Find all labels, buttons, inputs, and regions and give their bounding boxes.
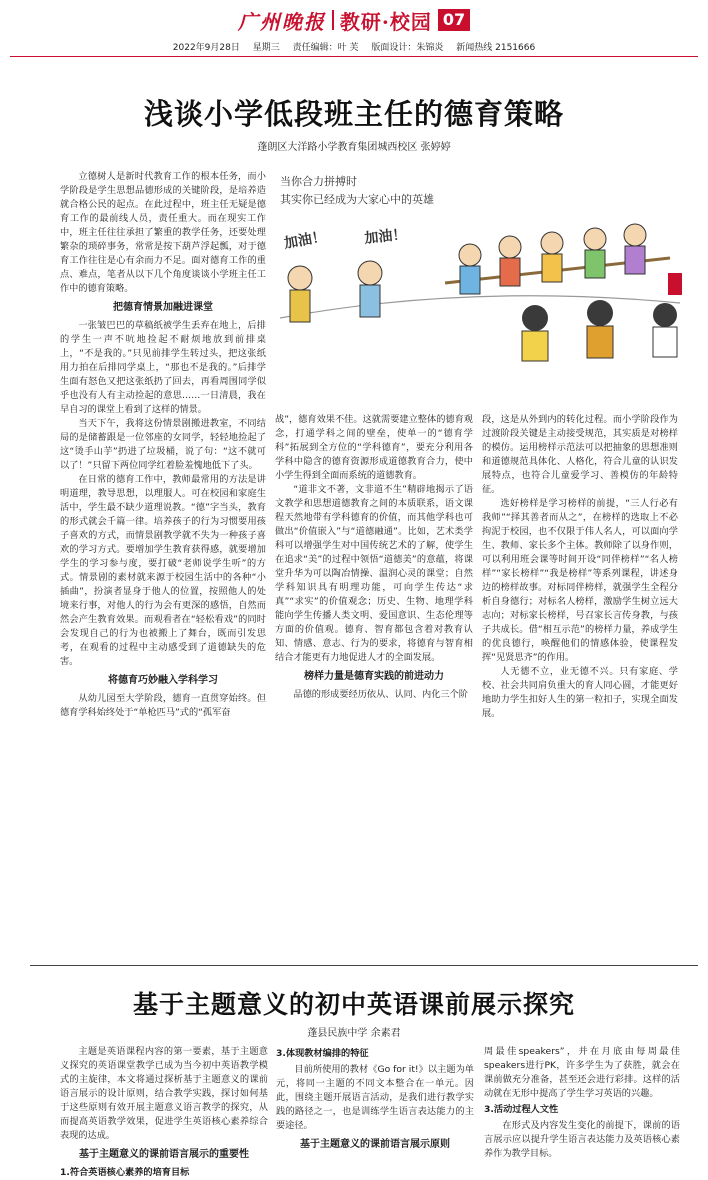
- issue-date: 2022年9月28日: [172, 43, 240, 53]
- body-paragraph: 主题是英语课程内容的第一要素，基于主题意义探究的英语课堂教学已成为当今初中英语教学模式的主旋律，本文将通过探析基于主题意义的课前语言展示的设计原则，结合教学实践，探讨如何基于这些原则有效开展主题意义语言教学的探究，从而提高英语教学效果，促进学生英语核心素养综合表现的达成。: [60, 1046, 268, 1141]
- tug-of-war-illustration: [270, 163, 690, 368]
- cheer-text-1: 加油！: [282, 228, 328, 252]
- subsection-heading: 1.符合英语核心素养的培育目标: [60, 1167, 190, 1178]
- article1-column-3: [482, 413, 678, 958]
- section-heading: 基于主题意义的课前语言展示的重要性: [79, 1149, 249, 1160]
- cheer-text-2: 加油！: [363, 226, 408, 247]
- body-paragraph: 品德的形成要经历依从、认同、内化三个阶: [293, 689, 468, 700]
- ground-line: [280, 296, 680, 318]
- responsible-editor: 责任编辑：叶 芙: [292, 43, 359, 53]
- cheering-kids-left: [288, 261, 382, 322]
- article2-column-3: [484, 1045, 680, 1160]
- artist-seal: [668, 273, 682, 295]
- article1-byline: 蓬朗区大洋路小学教育集团城西校区 张婷婷: [257, 142, 451, 153]
- article2-title: 基于主题意义的初中英语课前展示探究: [132, 990, 575, 1019]
- masthead-title-row: [0, 6, 708, 34]
- body-paragraph: 在形式及内容发生变化的前提下，课前的语言展示应以提升学生语言表达能力及英语核心素养作为教学目标。: [484, 1120, 680, 1159]
- article-divider: [30, 965, 698, 966]
- section-heading: 将德育巧妙融入学科学习: [108, 675, 218, 686]
- paper-name: 广州晚报: [237, 9, 326, 34]
- article1-column-2: [275, 413, 473, 958]
- body-paragraph: 当天下午，我将这份情景剧搬进教室，不同结局的是储蓄跟是一位邻座的女同学，轻轻地捡起了这“烫手山芋”扔进了垃圾桶，说了句：“这不就可以了！”只留下两位同学红着脸羞愧地低下了头。: [60, 418, 266, 471]
- masthead-rule: [10, 56, 698, 57]
- masthead: [0, 0, 708, 70]
- pulling-team: [459, 224, 646, 294]
- masthead-separator: [332, 10, 334, 30]
- section-name: 教研·校园: [339, 9, 432, 34]
- body-paragraph: 目前所使用的教材《Go for it!》以主题为单元，将同一主题的不同文本整合在一单元。因此，围绕主题开展语言活动，是我们进行教学实践的路径之一，也是训练学生语言表达能力的主要途径。: [276, 1064, 474, 1131]
- page-number-badge: 07: [438, 9, 470, 31]
- section-heading: 把德育情景加融进课堂: [113, 302, 213, 313]
- subsection-heading: 3.活动过程人文性: [484, 1104, 559, 1115]
- speech-line-2: 其实你已经成为大家心中的英雄: [280, 193, 434, 206]
- body-paragraph: 战”，德育效果不佳。这就需要建立整体的德育观念，打通学科之间的壁垒，使单一的“德育学科”拓展到全方位的“学科德育”，要充分利用各学科中隐含的德育资源形成道德教育合力，使中小学生得到全面而系统的道德教育。: [275, 414, 473, 481]
- body-paragraph: 立德树人是新时代教育工作的根本任务，而小学阶段是学生思想品德形成的关键阶段，是培养造就合格公民的起点。在此过程中，班主任无疑是德育工作的最前线人员，责任重大。而在现实工作中，班主任往往承担了繁重的教学任务，还要处理繁杂的琐碎事务，常常是按下葫芦浮起瓢，对于德育工作往往是心有余而力不足。面对德育工作的重点、难点，笔者从以下几个角度谈谈小学班主任工作中的德育策略。: [60, 171, 266, 294]
- body-paragraph: 人无德不立，业无德不兴。只有家庭、学校、社会共同肩负重大的育人同心圆，才能更好地助力学生扣好人生的第一粒扣子，实现全面发展。: [482, 666, 678, 719]
- body-paragraph: 从幼儿园至大学阶段，德育一直贯穿始终。但德育学科始终处于“单枪匹马”式的“孤军奋: [60, 693, 266, 718]
- news-hotline: 新闻热线 2151666: [456, 43, 536, 53]
- article2-column-1: [60, 1045, 268, 1178]
- article2-byline: 蓬县民族中学 余素君: [307, 1028, 401, 1039]
- body-paragraph: 在日常的德育工作中，教师最常用的方法是讲明道理，教导思想，以理服人。可在校园和家庭生活中，学生最不缺少道理说教。“德”字当头，教育的形式就会千篇一律。培养孩子的行为习惯要用孩子喜欢的方式，而情景剧教学就不失为一种孩子喜欢的学习方式。要增加学生教育获得感，就要增加学生的学习参与度，要打破“老师说学生听”的方式。情景剧的素材就来源于校园生活中的各种“小插曲”，扮演者显身于他人的位置，按照他人的处境来行事，对他人的行为会有更深的感悟，自然而然会产生教育效果。而观看者在“轻松看戏”的同时会发现自己的行为也被搬上了舞台，既而引发思考，在观看的过程中主动感受到了道德缺失的危害。: [60, 474, 266, 667]
- layout-designer: 版面设计：朱锦炎: [371, 43, 444, 53]
- masthead-info-line: [0, 40, 708, 53]
- issue-weekday: 星期三: [252, 43, 280, 53]
- body-paragraph: “道非文不著，文非道不生”精辟地揭示了语文教学和思想道德教育之间的本质联系，语文课程天然地带有学科德育的价值，而其他学科也可做出“价值嵌入”与“道德融通”。比如，艺术类学科可以增强学生对中国传统艺术的了解，使学生在追求“美”的过程中领悟“道德美”的意蕴，将课堂升华为可以陶冶情操、温润心灵的课堂；自然学科知识具有明理功能，可向学生传达“求真”“求实”的价值观念；历史、生物、地理学科能向学生传播人类文明、爱国意识、生态伦理等方面的价值观。德育、智育都包含着对教育认知、情感、意志、行为的要求，将德育与智育相结合才能更有力地促进人才的全面发展。: [275, 484, 473, 663]
- speech-line-1: 当你合力拼搏时: [280, 175, 357, 188]
- body-paragraph: 段，这是从外到内的转化过程。而小学阶段作为过渡阶段关键是主动接受规范，其实质是对榜样的模仿。运用榜样示范法可以把抽象的思想准则和道德规范具体化、人格化，符合儿童的认识发展特点，也符合儿童爱学习、善模仿的年龄特征。: [482, 414, 678, 495]
- body-paragraph: 选好榜样是学习榜样的前提，“三人行必有我师”“择其善者而从之”，在榜样的选取上不必拘泥于校园，也不仅限于伟人名人，可以面向学生、教师、家长多个主体。教师除了以身作则，可以利用班会课等时间开设“同伴榜样”“名人榜样”“家长榜样”“我是榜样”等系列课程，讲述身边的榜样故事。对标同伴榜样，就强学生全程分析自身德行；对标名人榜样，激励学生树立远大志向；对标家长榜样，号召家长言传身教，与孩子共成长。借“相互示范”的榜样力量，养成学生的优良德行，唤醒他们的情感体验，使课程发挥“见贤思齐”的作用。: [482, 498, 678, 663]
- body-paragraph: 周最佳speakers”，并在月底由每周最佳speakers进行PK，许多学生为了获胜，就会在课前做充分准备，甚至还会进行彩排。这样的活动就在无形中提高了学生学习英语的兴趣。: [484, 1046, 680, 1099]
- section-heading: 基于主题意义的课前语言展示原则: [300, 1139, 450, 1150]
- foreground-kids: [522, 300, 677, 361]
- subsection-heading: 3.体现教材编排的特征: [276, 1048, 369, 1059]
- article1-column-1: [60, 170, 266, 960]
- article1-title: 浅谈小学低段班主任的德育策略: [143, 97, 564, 131]
- body-paragraph: 一张皱巴巴的草稿纸被学生丢弃在地上，后排的学生一声不吭地捡起不耐烦地放到前排桌上，“不是我的。”只见前排学生转过头，把这张纸用力拍在后排同学桌上，“那也不是我的。”后排学生面有怒色又把这张纸扔了回去，再看周围同学似乎也没有人有主动捡起的意思……一日清晨，我在早自习的课堂上看到了这样的情景。: [60, 320, 266, 415]
- section-heading: 榜样力量是德育实践的前进动力: [304, 671, 444, 682]
- article2-column-2: [276, 1045, 474, 1160]
